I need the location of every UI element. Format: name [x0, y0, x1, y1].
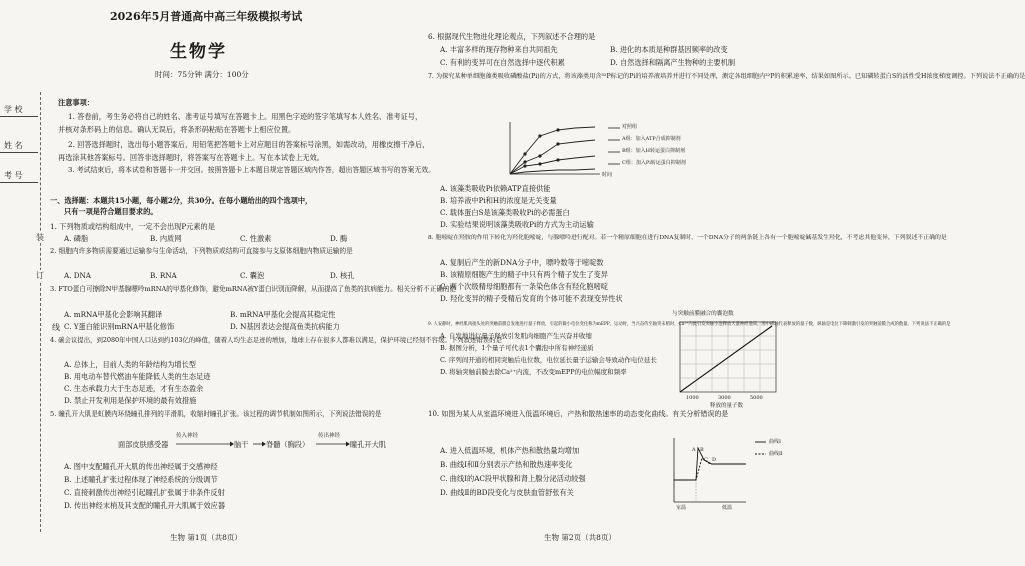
- x-axis-label: 低温: [722, 505, 733, 511]
- option-c: C. 载体蛋白S是该藻类吸收Pi的必需蛋白: [440, 208, 570, 217]
- page-footer: 生物 第2页（共8页）: [544, 533, 616, 542]
- point-label: A: [692, 447, 696, 453]
- efferent-label: 传出神经: [318, 433, 341, 439]
- question-stem: 4. 碳会议提出，到2080年中国人口达到约103亿的峰值，随着人均生态足迹的增加，地球上存在很多人都难以满足，保护环境已经刻不容缓。下列叙述错误的是: [50, 336, 502, 344]
- option-b: B. 内质网: [150, 234, 182, 243]
- legend-item: A组：加入ATP合成抑制剂: [622, 136, 681, 142]
- option-c: C. 生态承载力大于生态足迹，才有生态盈余: [64, 384, 204, 393]
- question-stem: 3. FTO蛋白可擦除N甲基腺嘌呤mRNA的甲基化修饰，避免mRNA被Y蛋白识别而降解，从而提高了鱼类的抗病能力。相关分析不正确的是: [50, 285, 457, 293]
- option-d: D. 羟化变异的精子受精后发育的个体可能不表现变异性状: [440, 294, 623, 303]
- question-stem: 1. 下列物质或结构组成中，一定不会出现P元素的是: [50, 222, 215, 231]
- side-label-id: 考 号: [4, 171, 23, 180]
- notice-line: 1. 答卷前，考生务必将自己的姓名、准考证号填写在答题卡上。用黑色字迹的签字笔填写本人姓名、准考证号，: [68, 112, 423, 121]
- option-d: D. 核孔: [330, 271, 355, 280]
- afferent-label: 传入神经: [176, 433, 199, 439]
- legend-item: B组：加入H转运蛋白抑制剂: [622, 148, 686, 154]
- option-b: B. 曲线Ⅰ和Ⅱ分别表示产热和散热速率变化: [440, 460, 573, 469]
- seal-char: 装: [36, 233, 44, 242]
- option-d: D. N基因表达会提高鱼类抗病能力: [230, 322, 340, 331]
- curve-2: [674, 458, 746, 480]
- notice-line: 再选涂其他答案标号。回答非选择题时，将答案写在答题卡上。写在本试卷上无效。: [58, 153, 324, 162]
- option-b: B. 据图分析，1个量子可代表1个囊泡中所有神经递质: [440, 344, 594, 352]
- point-label: B: [700, 447, 704, 453]
- effector-label: 瞳孔开大肌: [350, 440, 386, 449]
- option-d: D. 传出神经末梢及其支配的瞳孔开大肌属于效应器: [64, 501, 226, 510]
- question-stem: 7. 为探究某种单细胞藻类吸收磷酸盐(Pi)的方式，将该藻类用含³²P标记的Pi的培养液培养并进行不同处理，测定各组细胞内³²P的积累速率，结果如图所示。已知磷转蛋白S的活性受H浓度梯度调控。下列说法不正确的是: [428, 73, 1025, 80]
- option-a: A. 复制后产生的新DNA分子中，嘌呤数等于嘧啶数: [440, 258, 604, 267]
- seal-char: 订: [36, 271, 44, 280]
- option-b: B. 上述瞳孔扩张过程体现了神经系统的分级调节: [64, 475, 218, 484]
- section-heading: 一、选择题：本题共15小题，每小题2分，共30分。在每小题给出的四个选项中，: [50, 196, 313, 205]
- option-d: D. 曲线Ⅱ的BD段变化与皮肤血管舒张有关: [440, 488, 574, 497]
- option-d: D. 将轴突触前膜去除Ca²⁺内流，不改变mEPP的电位幅度和频率: [440, 368, 627, 376]
- option-c: C. 性激素: [240, 234, 272, 243]
- option-c: C. 序列间开通的相同突触后电位数，电位延长量子运输会导致动作电位延长: [440, 356, 657, 364]
- point-label: D: [712, 457, 717, 463]
- side-label-name: 姓 名: [4, 141, 23, 150]
- legend-item: 曲线Ⅰ: [769, 439, 781, 445]
- tick-label: 3000: [718, 395, 731, 401]
- option-b: B. 用电动车替代燃油车能降低人类的生态足迹: [64, 372, 211, 381]
- option-d: D. 酶: [330, 234, 348, 243]
- option-a: A. 该藻类吸收Pi依赖ATP直接供能: [440, 184, 551, 193]
- legend-item: C组：加入Pi转运蛋白抑制剂: [622, 160, 686, 166]
- time-score: 时间：75分钟 满分：100分: [155, 70, 249, 79]
- option-b: B. 培养液中Pi和H的浓度是无关变量: [440, 196, 557, 205]
- curve-1: [674, 448, 746, 480]
- question-stem: 2. 细胞内许多物质需要通过运输参与生命活动，下列物质或结构可直接参与支原体细胞内物质运输的是: [50, 247, 353, 255]
- option-d: D. 实验结果说明该藻类吸收Pi的方式为主动运输: [440, 220, 594, 229]
- x-axis-label: 时间: [602, 172, 613, 178]
- question-stem: 8. 胞嘧啶在羟胺的作用下转化为羟化胞嘧啶，与腺嘌呤进行配对。若一个精原细胞在进行DNA复制时，一个DNA分子的两条链上各有一个胞嘧啶碱基发生羟化，不考虑其他变异，下列叙述不正确的是: [428, 235, 947, 241]
- option-b: B. mRNA甲基化会提高其稳定性: [230, 310, 336, 319]
- page-footer: 生物 第1页（共8页）: [170, 533, 242, 542]
- series-c: [510, 169, 595, 174]
- q9-chart-title: 与突触前膜融合的囊泡数: [672, 311, 734, 317]
- side-label-school: 学 校: [4, 105, 23, 114]
- series-b: [510, 156, 595, 174]
- option-a: A. 进入低温环境，机体产热和散热量均增加: [440, 446, 580, 455]
- notice-line: 3. 考试结束后，将本试卷和答题卡一并交回。按照答题卡上本题目规定答题区域内作答，超出答题区域书写的答案无效。: [68, 166, 436, 174]
- x-axis-label: 释放的量子数: [710, 403, 744, 409]
- notice-line: 2. 回答选择题时，选出每小题答案后，用铅笔把答题卡上对应题目的答案标号涂黑，如需改动，用橡皮擦干净后，: [68, 140, 430, 149]
- option-a: A. 自发地进行量子释放引发肌肉细胞产生兴奋并收缩: [440, 332, 592, 340]
- question-stem: 10. 如图为某人从室温环境进入低温环境后，产热和散热速率的动态变化曲线。有关分析错误的是: [428, 410, 729, 418]
- seal-char: 线: [52, 323, 60, 332]
- option-a: A. 丰富多样的现存物种来自共同祖先: [440, 45, 558, 54]
- option-a: A. 总体上，目前人类的年龄结构为增长型: [64, 360, 196, 369]
- option-b: B. 该精原细胞产生的精子中只有两个精子发生了变异: [440, 270, 608, 279]
- spinal-cord-label: 脊髓（胸段）: [266, 440, 310, 449]
- question-stem: 5. 瞳孔开大肌是虹膜内环绕瞳孔排列的平滑肌，收缩时瞳孔扩张。该过程的调节机制如图所示，下列说法错误的是: [50, 410, 382, 418]
- q7-line-chart: [500, 120, 740, 182]
- notice-line: 并核对条形码上的信息。确认无误后，将条形码粘贴在答题卡上相应位置。: [58, 125, 296, 134]
- section-heading: 只有一项是符合题目要求的。: [64, 207, 158, 216]
- option-c: C. 有利的变异可在自然选择中逐代积累: [440, 58, 565, 67]
- x-axis-label: 室温: [676, 505, 687, 511]
- subject-title: 生物学: [170, 42, 227, 62]
- exam-title: 2026年5月普通高中高三年级模拟考试: [110, 10, 303, 23]
- tick-label: 5000: [750, 395, 763, 401]
- right-page: [410, 0, 1025, 566]
- question-stem: 9. 人安静时，神经肌肉接头处的突触前膜自发地进行量子释放，引起的微小电位变化称为mEPP。运动时，当兴奋传至轴突末梢时，Ca²⁺内流引发突触小泡释放大量神经递质，图中横轴代表释放的量子数，纵轴是电位下降刺激引发的突触前膜合成的数量。下列说法不正确的是: [428, 322, 951, 327]
- brainstem-label: 脑干: [234, 440, 249, 449]
- option-c: C. 直接刺激传出神经引起瞳孔扩张属于非条件反射: [64, 488, 225, 497]
- option-b: B. RNA: [150, 271, 177, 280]
- q10-legend-lines: [754, 438, 768, 462]
- option-b: B. 进化的本质是种群基因频率的改变: [610, 45, 728, 54]
- option-a: A. mRNA甲基化会影响其翻译: [64, 310, 163, 319]
- option-a: A. 磷脂: [64, 234, 89, 243]
- question-stem: 6. 根据现代生物进化理论观点，下列叙述不合理的是: [428, 32, 596, 41]
- option-c: C. Y蛋白能识别mRNA甲基化修饰: [64, 322, 175, 331]
- notice-heading: 注意事项：: [58, 98, 94, 107]
- receptor-label: 面部皮肤感受器: [118, 440, 169, 449]
- legend-item: 对照组: [622, 124, 638, 130]
- point-label: C: [704, 457, 708, 463]
- option-c: C. 两个次级精母细胞都有一条染色体含有羟化胞嘧啶: [440, 282, 608, 291]
- option-c: C. 囊泡: [240, 271, 265, 280]
- option-d: D. 自然选择和隔离产生物种的主要机制: [610, 58, 736, 67]
- tick-label: 1000: [686, 395, 699, 401]
- legend-item: 曲线Ⅱ: [769, 451, 783, 457]
- option-a: A. 图中支配瞳孔开大肌的传出神经属于交感神经: [64, 462, 218, 471]
- q10-line-chart: [668, 436, 754, 508]
- option-d: D. 禁止开发利用是保护环境的最有效措施: [64, 396, 197, 405]
- option-a: A. DNA: [64, 271, 92, 280]
- option-c: C. 曲线Ⅰ的AC段甲状腺和肾上腺分泌活动较强: [440, 474, 586, 483]
